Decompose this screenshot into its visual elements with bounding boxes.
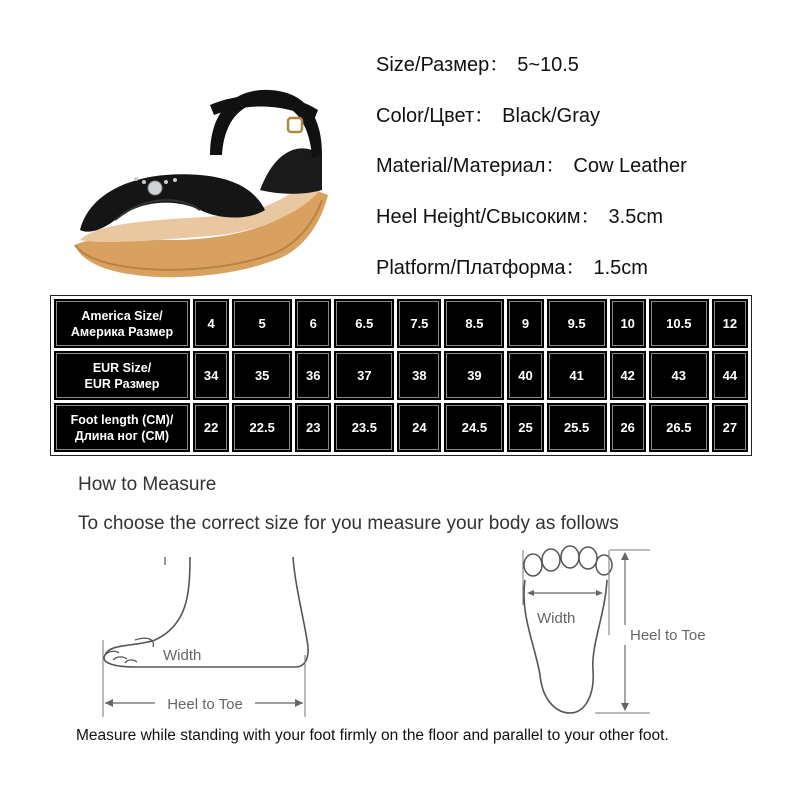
table-cell: 7.5 (397, 299, 441, 348)
table-cell: 27 (712, 403, 748, 452)
table-cell: 10 (610, 299, 646, 348)
table-cell: 44 (712, 351, 748, 400)
table-row-eur-size (54, 351, 748, 400)
table-cell: 23 (295, 403, 331, 452)
row-header-eur-size: EUR Size/ EUR Размер (54, 351, 190, 400)
table-cell: 40 (507, 351, 543, 400)
table-row-america-size (54, 299, 748, 348)
table-cell: 36 (295, 351, 331, 400)
side-length-label: Heel to Toe (167, 696, 243, 713)
table-cell: 25.5 (547, 403, 607, 452)
spec-size: Size/Размер： 5~10.5 (376, 54, 579, 76)
table-cell: 42 (610, 351, 646, 400)
table-cell: 23.5 (334, 403, 394, 452)
table-cell: 26 (610, 403, 646, 452)
side-width-label: Width (163, 647, 202, 664)
table-cell: 22 (193, 403, 229, 452)
size-chart-table (50, 295, 752, 456)
table-cell: 12 (712, 299, 748, 348)
table-cell: 41 (547, 351, 607, 400)
table-cell: 9 (507, 299, 543, 348)
side-foot-diagram (95, 555, 325, 725)
table-cell: 4 (193, 299, 229, 348)
top-length-label: Heel to Toe (630, 627, 706, 644)
sandal-product-image (60, 70, 350, 295)
table-cell: 35 (232, 351, 292, 400)
how-to-measure-title: How to Measure (78, 474, 217, 495)
table-row-foot-length (54, 403, 748, 452)
row-header-america-size: America Size/ Америка Размер (54, 299, 190, 348)
table-cell: 6.5 (334, 299, 394, 348)
table-cell: 25 (507, 403, 543, 452)
spec-platform: Platform/Платформа： 1.5cm (376, 257, 648, 279)
table-cell: 34 (193, 351, 229, 400)
spec-heel-height: Heel Height/Свысоким： 3.5cm (376, 206, 663, 228)
table-cell: 5 (232, 299, 292, 348)
top-foot-diagram (515, 545, 755, 715)
table-cell: 26.5 (649, 403, 709, 452)
spec-color: Color/Цвет： Black/Gray (376, 105, 600, 127)
table-cell: 9.5 (547, 299, 607, 348)
row-header-foot-length: Foot length (CM)/ Длина ног (CM) (54, 403, 190, 452)
table-cell: 39 (444, 351, 504, 400)
table-cell: 37 (334, 351, 394, 400)
table-cell: 6 (295, 299, 331, 348)
table-cell: 24 (397, 403, 441, 452)
top-width-label: Width (537, 610, 576, 627)
measure-note: Measure while standing with your foot firmly on the floor and parallel to your other foot. (76, 727, 669, 744)
spec-material: Material/Материал： Cow Leather (376, 155, 687, 177)
how-to-measure-subtitle: To choose the correct size for you measure your body as follows (78, 513, 619, 534)
table-cell: 38 (397, 351, 441, 400)
table-cell: 8.5 (444, 299, 504, 348)
table-cell: 24.5 (444, 403, 504, 452)
table-cell: 10.5 (649, 299, 709, 348)
table-cell: 43 (649, 351, 709, 400)
table-cell: 22.5 (232, 403, 292, 452)
